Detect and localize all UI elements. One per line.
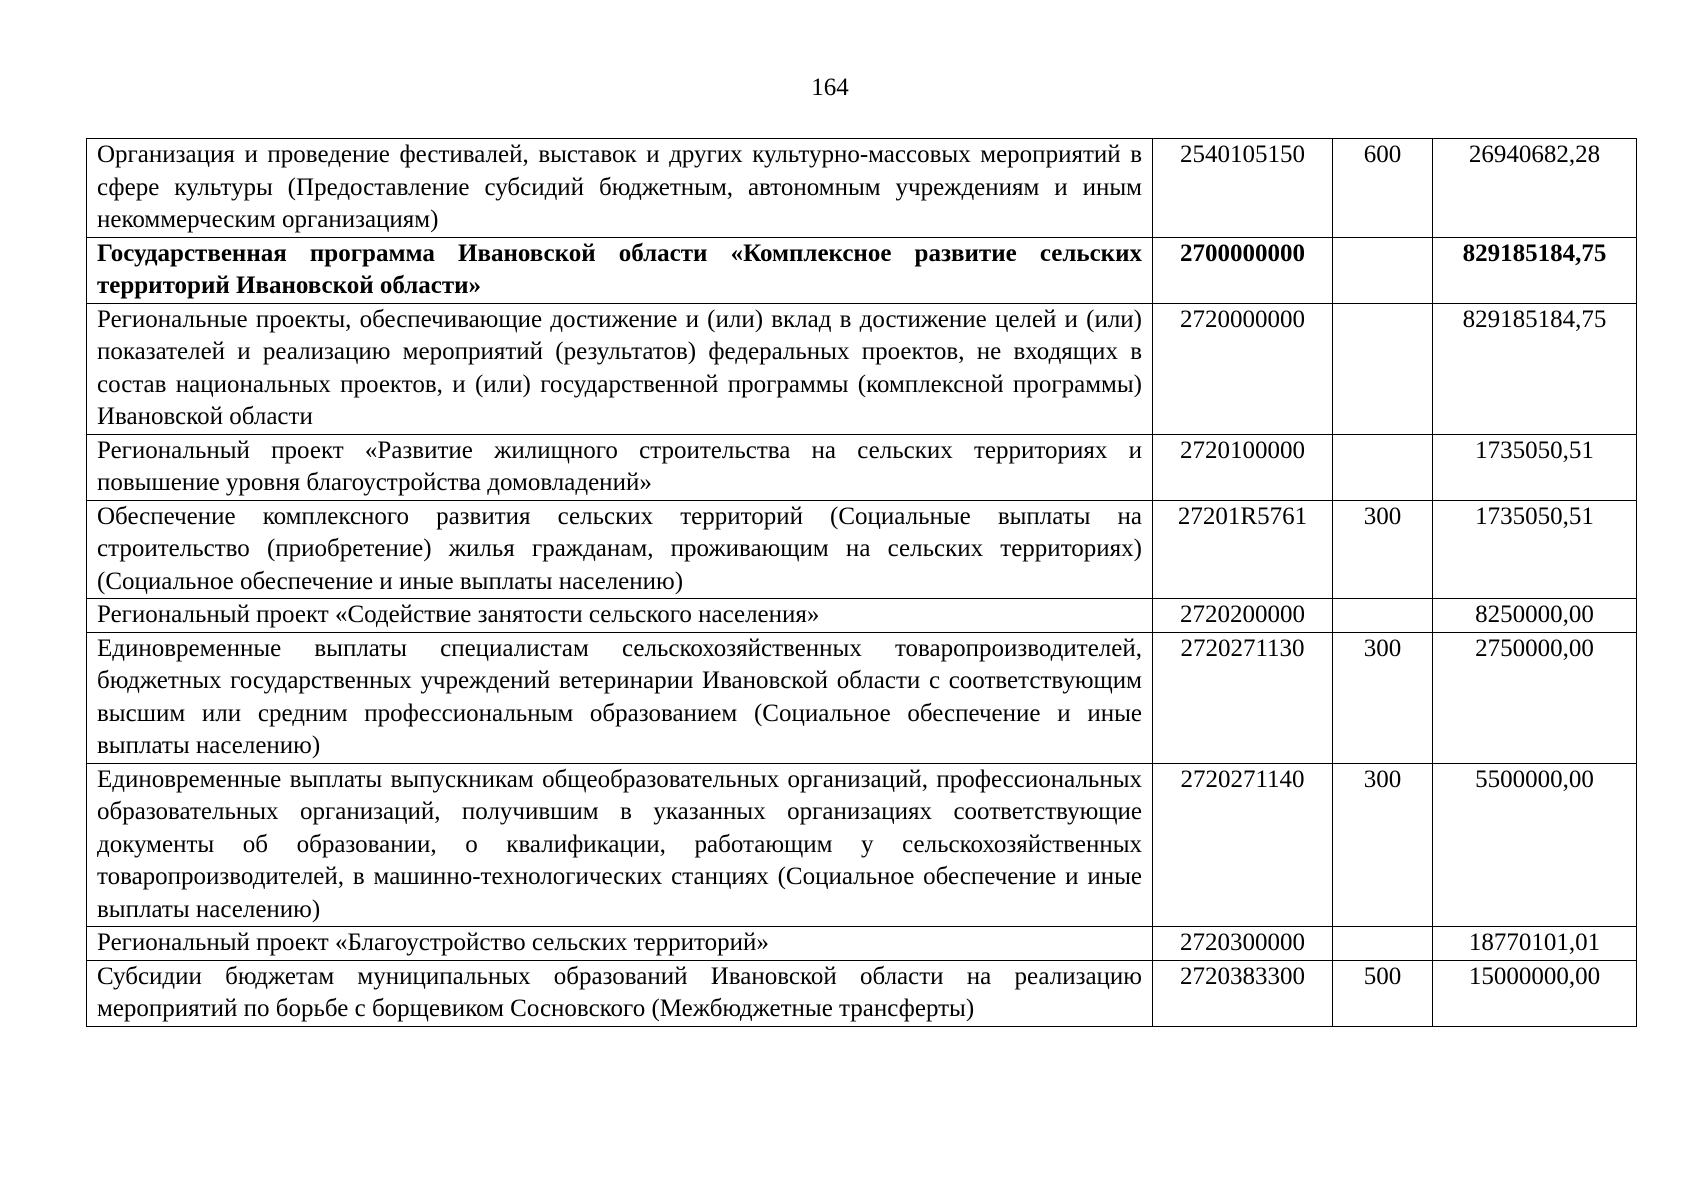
budget-table — [86, 138, 1637, 1027]
row-amount: 18770101,01 — [1433, 927, 1637, 961]
table-row — [87, 599, 1637, 633]
row-expense-type: 600 — [1333, 139, 1433, 238]
table-row — [87, 434, 1637, 500]
row-amount: 15000000,00 — [1433, 960, 1637, 1026]
row-expense-type: 300 — [1333, 500, 1433, 599]
row-description: Субсидии бюджетам муниципальных образований Ивановской области на реализацию мероприятий по борьбе с борщевиком Сосновского (Межбюджетные трансферты) — [87, 960, 1153, 1026]
row-description: Обеспечение комплексного развития сельских территорий (Социальные выплаты на строительство (приобретение) жилья гражданам, проживающим на сельских территориях) (Социальное обеспечение и иные выплаты населению) — [87, 500, 1153, 599]
row-description: Организация и проведение фестивалей, выставок и других культурно-массовых мероприятий в сфере культуры (Предоставление субсидий бюджетным, автономным учреждениям и иным некоммерческим организациям) — [87, 139, 1153, 238]
row-description: Государственная программа Ивановской области «Комплексное развитие сельских территорий Ивановской области» — [87, 237, 1153, 303]
row-expense-type — [1333, 927, 1433, 961]
table-row — [87, 139, 1637, 238]
row-target-code: 2720300000 — [1153, 927, 1333, 961]
row-amount: 8250000,00 — [1433, 599, 1637, 633]
row-target-code: 2700000000 — [1153, 237, 1333, 303]
row-target-code: 2720383300 — [1153, 960, 1333, 1026]
row-description: Региональный проект «Содействие занятости сельского населения» — [87, 599, 1153, 633]
row-amount: 829185184,75 — [1433, 303, 1637, 434]
row-expense-type: 300 — [1333, 763, 1433, 927]
table-row — [87, 927, 1637, 961]
row-description: Единовременные выплаты выпускникам общеобразовательных организаций, профессиональных образовательных организаций, получившим в указанных организациях соответствующие документы об образовании, о квалификации, работающим у сельскохозяйственных товаропроизводителей, в машинно-технологических станциях (Социальное обеспечение и иные выплаты населению) — [87, 763, 1153, 927]
row-amount: 829185184,75 — [1433, 237, 1637, 303]
row-amount: 5500000,00 — [1433, 763, 1637, 927]
table-row — [87, 960, 1637, 1026]
row-target-code: 27201R5761 — [1153, 500, 1333, 599]
row-amount: 1735050,51 — [1433, 434, 1637, 500]
row-amount: 2750000,00 — [1433, 632, 1637, 763]
row-description: Региональный проект «Благоустройство сельских территорий» — [87, 927, 1153, 961]
table-row — [87, 500, 1637, 599]
table-row-program — [87, 237, 1637, 303]
row-expense-type — [1333, 599, 1433, 633]
row-expense-type — [1333, 237, 1433, 303]
row-target-code: 2720200000 — [1153, 599, 1333, 633]
row-target-code: 2540105150 — [1153, 139, 1333, 238]
table-row — [87, 303, 1637, 434]
row-expense-type — [1333, 303, 1433, 434]
row-target-code: 2720271130 — [1153, 632, 1333, 763]
row-expense-type — [1333, 434, 1433, 500]
row-description: Единовременные выплаты специалистам сельскохозяйственных товаропроизводителей, бюджетных государственных учреждений ветеринарии Ивановской области с соответствующим высшим или средним профессиональным образованием (Социальное обеспечение и иные выплаты населению) — [87, 632, 1153, 763]
row-amount: 1735050,51 — [1433, 500, 1637, 599]
row-amount: 26940682,28 — [1433, 139, 1637, 238]
row-target-code: 2720100000 — [1153, 434, 1333, 500]
row-expense-type: 500 — [1333, 960, 1433, 1026]
row-description: Региональный проект «Развитие жилищного строительства на сельских территориях и повышение уровня благоустройства домовладений» — [87, 434, 1153, 500]
row-target-code: 2720000000 — [1153, 303, 1333, 434]
page-number: 164 — [811, 74, 849, 101]
row-expense-type: 300 — [1333, 632, 1433, 763]
row-target-code: 2720271140 — [1153, 763, 1333, 927]
table-row — [87, 763, 1637, 927]
row-description: Региональные проекты, обеспечивающие достижение и (или) вклад в достижение целей и (или) показателей и реализацию мероприятий (результатов) федеральных проектов, не входящих в состав национальных проектов, и (или) государственной программы (комплексной программы) Ивановской области — [87, 303, 1153, 434]
table-row — [87, 632, 1637, 763]
